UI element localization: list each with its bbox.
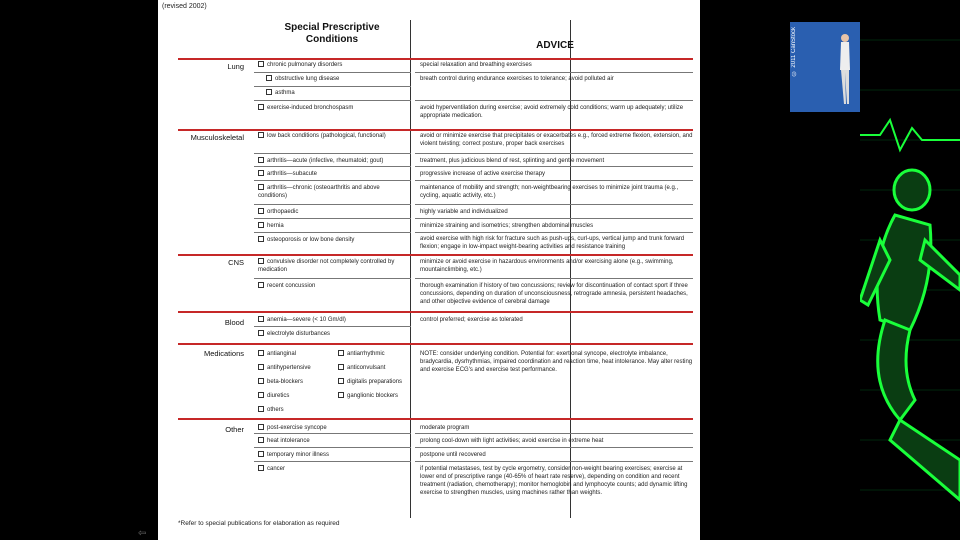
section-rule xyxy=(178,418,693,420)
advice-item: avoid exercise with high risk for fracture such as push-ups, curl-ups, vertical jump and trunk forward flexion; engage in low-impact weight-bearing activities and resistance training xyxy=(420,236,685,250)
condition-item: anemia—severe (< 10 Gm/dl) xyxy=(258,316,346,324)
checkbox-icon xyxy=(258,61,264,67)
row-divider xyxy=(415,278,693,279)
row-divider xyxy=(254,447,411,448)
checkbox-icon xyxy=(258,184,264,190)
condition-item: arthritis—subacute xyxy=(258,170,317,178)
row-divider xyxy=(415,72,693,73)
advice-item: thorough examination if history of two concussions; review for discontinuation of contact sport if three concussions, depending on duration of unconsciousness, retrograde amnesia, persistent headaches, and other objective evidence of cerebral damage xyxy=(420,283,688,305)
category-lung: Lung xyxy=(227,62,244,71)
row-divider xyxy=(254,278,411,279)
row-divider xyxy=(415,100,693,101)
section-rule xyxy=(178,58,693,60)
footnote: *Refer to special publications for elaboration as required xyxy=(178,520,340,527)
category-musculoskeletal: Musculoskeletal xyxy=(190,133,244,142)
photo-credit: © 2011 CanStock xyxy=(791,27,797,76)
advice-item: if potential metastases, test by cycle ergometry, consider non-weight bearing exercises; exercise at lower end of prescriptive range (40-65% of heart rate reserve), depending on condition and recent treatment (radiation, chemotherapy); monitor hemoglobin and lymphocyte counts; add dynamic lifting exercise to strengthen muscles, using machines rather than weights. xyxy=(420,466,688,496)
advice-item: avoid or minimize exercise that precipitates or exacerbates e.g., forced extreme flexion, extension, and violent twisting; correct posture, proper back exercises xyxy=(420,133,693,147)
row-divider xyxy=(254,153,411,154)
checkbox-icon xyxy=(258,157,264,163)
row-divider xyxy=(254,166,411,167)
row-divider xyxy=(254,326,411,327)
person-figure-icon xyxy=(835,32,855,107)
row-divider xyxy=(254,433,411,434)
row-divider xyxy=(254,218,411,219)
row-divider xyxy=(415,204,693,205)
condition-item: asthma xyxy=(266,89,295,97)
row-divider xyxy=(254,180,411,181)
condition-item: exercise-induced bronchospasm xyxy=(258,104,353,112)
checkbox-icon xyxy=(258,406,264,412)
condition-item: antihypertensive xyxy=(258,364,311,372)
condition-item: anticonvulsant xyxy=(338,364,385,372)
section-rule xyxy=(178,343,693,345)
condition-item: electrolyte disturbances xyxy=(258,330,330,338)
advice-item: progressive increase of active exercise therapy xyxy=(420,171,546,177)
advice-item: special relaxation and breathing exercises xyxy=(420,62,532,68)
checkbox-icon xyxy=(338,392,344,398)
advice-item: avoid hyperventilation during exercise; avoid extremely cold conditions; warm up adequately; utilize appropriate medication. xyxy=(420,105,684,119)
category-cns: CNS xyxy=(228,258,244,267)
condition-item: low back conditions (pathological, functional) xyxy=(258,132,386,140)
condition-item: antiarrhythmic xyxy=(338,350,385,358)
condition-item: osteoporosis or low bone density xyxy=(258,236,354,244)
advice-item: maintenance of mobility and strength; non-weightbearing exercises to minimize joint trauma (e.g., cycling, aquatic activity, etc.) xyxy=(420,185,679,199)
conditions-header-line2: Conditions xyxy=(305,34,359,45)
section-rule xyxy=(178,129,693,131)
checkbox-icon xyxy=(258,330,264,336)
column-divider-left xyxy=(410,20,411,518)
row-divider xyxy=(254,461,411,462)
checkbox-icon xyxy=(258,170,264,176)
advice-item: prolong cool-down with light activities; avoid exercise in extreme heat xyxy=(420,438,604,444)
revised-note: (revised 2002) xyxy=(162,3,207,10)
advice-header: ADVICE xyxy=(536,40,574,51)
green-runner-decoration xyxy=(860,0,960,540)
condition-item: antianginal xyxy=(258,350,296,358)
checkbox-icon xyxy=(258,104,264,110)
condition-item: convulsive disorder not completely controlled by medication xyxy=(258,259,395,273)
category-blood: Blood xyxy=(224,318,244,327)
condition-item: recent concussion xyxy=(258,282,315,290)
checkbox-icon xyxy=(338,364,344,370)
condition-item: beta-blockers xyxy=(258,378,303,386)
checkbox-icon xyxy=(258,465,264,471)
condition-item: post-exercise syncope xyxy=(258,424,327,432)
row-divider xyxy=(415,461,693,462)
conditions-header-line1: Special Prescriptive xyxy=(284,22,380,33)
checkbox-icon xyxy=(258,208,264,214)
row-divider xyxy=(254,204,411,205)
checkbox-icon xyxy=(338,350,344,356)
checkbox-icon xyxy=(266,75,272,81)
row-divider xyxy=(415,218,693,219)
condition-item: heat intolerance xyxy=(258,437,310,445)
row-divider xyxy=(415,180,693,181)
row-divider xyxy=(415,433,693,434)
checkbox-icon xyxy=(258,424,264,430)
checkbox-icon xyxy=(258,282,264,288)
condition-item: ganglionic blockers xyxy=(338,392,398,400)
back-arrow-icon[interactable]: ⇦ xyxy=(138,528,147,539)
row-divider xyxy=(254,100,411,101)
checkbox-icon xyxy=(258,350,264,356)
condition-item: diuretics xyxy=(258,392,289,400)
advice-item: minimize straining and isometrics; strengthen abdominal muscles xyxy=(420,223,594,229)
row-divider xyxy=(415,232,693,233)
conditions-header xyxy=(252,22,412,46)
checkbox-icon xyxy=(258,364,264,370)
checkbox-icon xyxy=(258,378,264,384)
condition-item: hernia xyxy=(258,222,284,230)
checkbox-icon xyxy=(338,378,344,384)
checkbox-icon xyxy=(258,132,264,138)
row-divider xyxy=(415,153,693,154)
condition-item: others xyxy=(258,406,284,414)
row-divider xyxy=(254,86,411,87)
advice-item: control preferred; exercise as tolerated xyxy=(420,317,523,323)
advice-item: NOTE: consider underlying condition. Potential for: exertional syncope, electrolyte imbalance, bradycardia, dysrhythmias, impaired coordination and reaction time, heat intolerance. May alter resting and exercise ECG's and exercise test performance. xyxy=(420,351,693,373)
condition-item: chronic pulmonary disorders xyxy=(258,61,342,69)
row-divider xyxy=(415,447,693,448)
advice-item: minimize or avoid exercise in hazardous environments and/or exercising alone (e.g., swimming, mountainclimbing, etc.) xyxy=(420,259,674,273)
checkbox-icon xyxy=(258,222,264,228)
checkbox-icon xyxy=(258,392,264,398)
condition-item: orthopaedic xyxy=(258,208,298,216)
row-divider xyxy=(415,166,693,167)
checkbox-icon xyxy=(258,236,264,242)
checkbox-icon xyxy=(258,316,264,322)
checkbox-icon xyxy=(258,258,264,264)
condition-item: cancer xyxy=(258,465,285,473)
advice-item: breath control during endurance exercises to tolerance; avoid polluted air xyxy=(420,76,614,82)
advice-item: highly variable and individualized xyxy=(420,209,508,215)
row-divider xyxy=(254,72,411,73)
advice-item: moderate program xyxy=(420,425,470,431)
section-rule xyxy=(178,254,693,256)
category-other: Other xyxy=(225,425,244,434)
condition-item: arthritis—chronic (osteoarthritis and above conditions) xyxy=(258,185,380,199)
advice-item: postpone until recovered xyxy=(420,452,486,458)
checkbox-icon xyxy=(258,451,264,457)
category-medications: Medications xyxy=(203,349,244,358)
condition-item: obstructive lung disease xyxy=(266,75,339,83)
row-divider xyxy=(254,232,411,233)
condition-item: arthritis—acute (infective, rheumatoid; gout) xyxy=(258,157,383,165)
checkbox-icon xyxy=(258,437,264,443)
advice-item: treatment, plus judicious blend of rest, splinting and gentle movement xyxy=(420,158,605,164)
checkbox-icon xyxy=(266,89,272,95)
section-rule xyxy=(178,311,693,313)
condition-item: digitalis preparations xyxy=(338,378,402,386)
condition-item: temporary minor illness xyxy=(258,451,329,459)
